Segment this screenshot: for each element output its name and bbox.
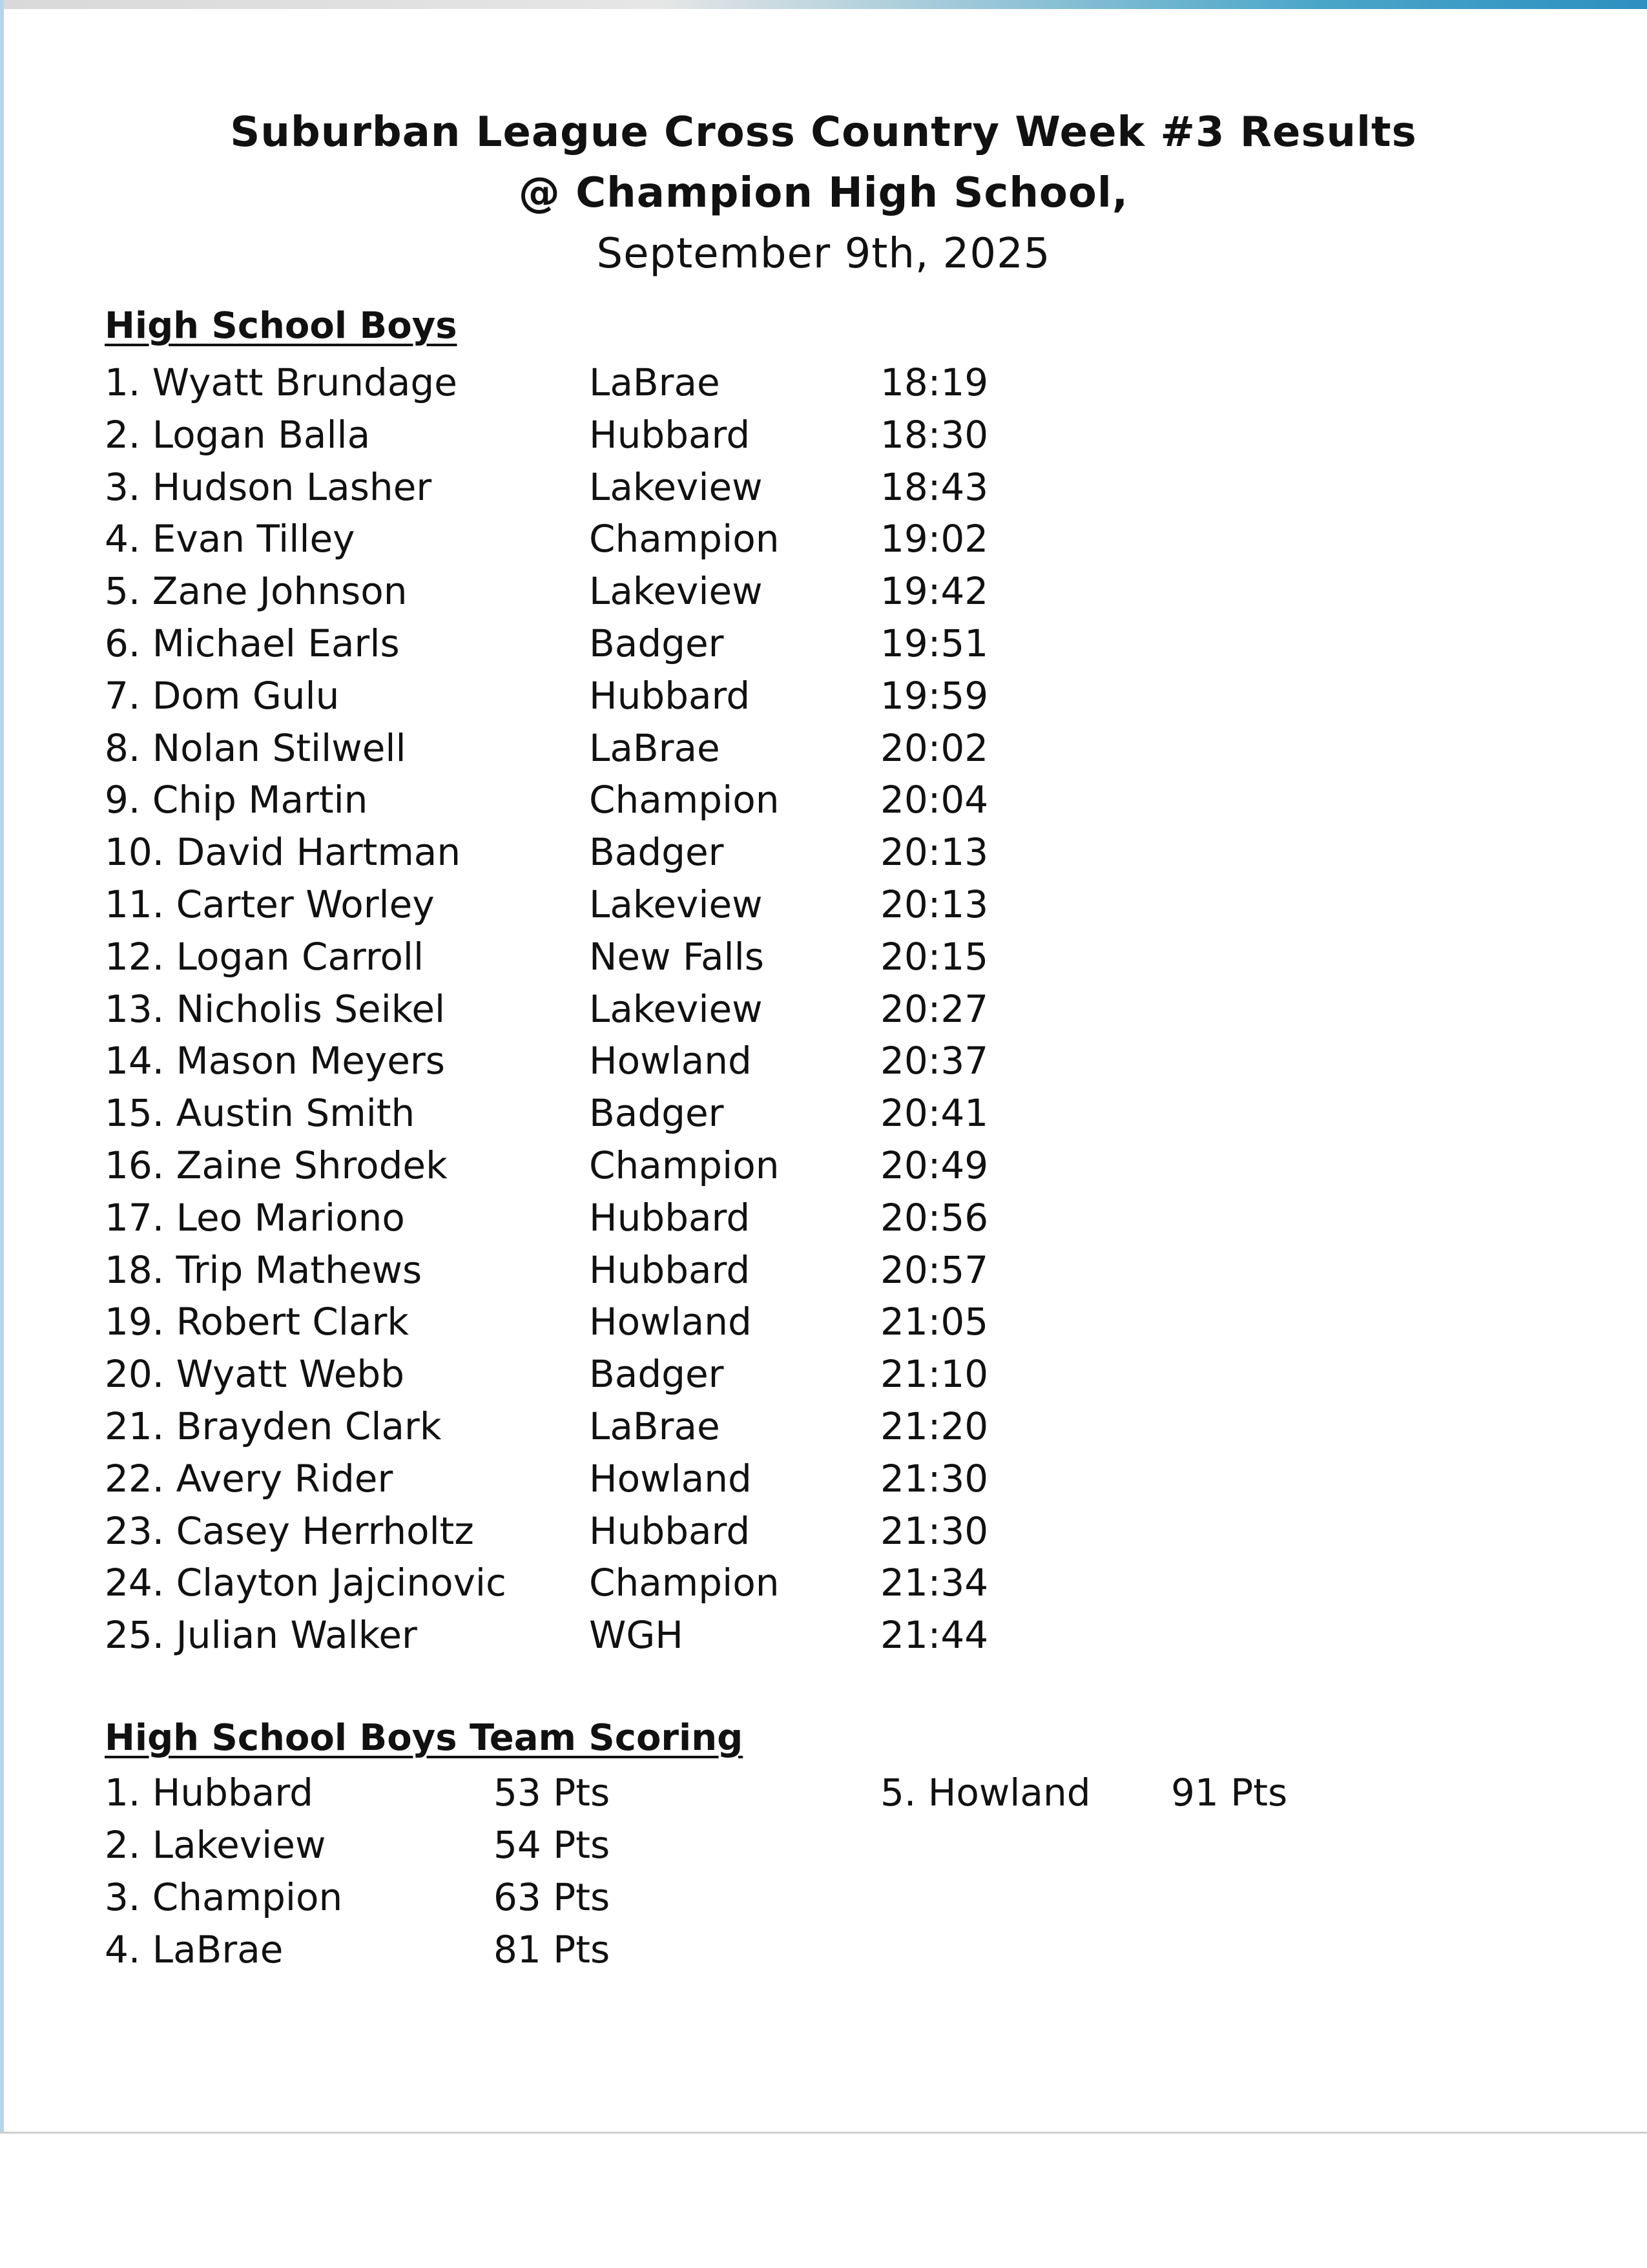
runner-name: 25. Julian Walker [105, 1613, 417, 1657]
runner-time: 19:51 [880, 621, 989, 665]
runner-name: 9. Chip Martin [105, 778, 368, 822]
runner-school: Badger [589, 830, 724, 874]
team-row [0, 1924, 1647, 1975]
runner-time: 18:30 [880, 413, 989, 457]
runner-name: 15. Austin Smith [105, 1091, 415, 1135]
meet-date: September 9th, 2025 [596, 230, 1051, 278]
result-row [0, 722, 1647, 774]
runner-school: Hubbard [589, 674, 751, 718]
team-points: 53 Pts [493, 1771, 610, 1815]
result-row [0, 1400, 1647, 1452]
runner-school: Champion [589, 778, 780, 822]
runner-school: WGH [589, 1613, 683, 1657]
runner-name: 24. Clayton Jajcinovic [105, 1561, 506, 1605]
runner-time: 20:37 [880, 1039, 989, 1083]
venue-line: @ Champion High School, [518, 169, 1129, 217]
runner-time: 20:27 [880, 987, 989, 1031]
runner-school: LaBrae [589, 360, 720, 404]
runner-name: 2. Logan Balla [105, 413, 371, 457]
runner-name: 3. Hudson Lasher [105, 465, 432, 509]
runner-time: 21:05 [880, 1300, 989, 1344]
scan-edge-top [0, 0, 1647, 9]
team-points: 63 Pts [493, 1875, 610, 1919]
runner-school: Badger [589, 621, 724, 665]
runner-name: 10. David Hartman [105, 830, 461, 874]
team-name: 4. LaBrae [105, 1928, 284, 1971]
runner-time: 19:42 [880, 569, 989, 613]
team-name: 5. Howland [880, 1771, 1091, 1815]
runner-time: 20:13 [880, 882, 989, 926]
result-row [0, 461, 1647, 513]
team-name: 2. Lakeview [105, 1823, 326, 1867]
runner-name: 5. Zane Johnson [105, 569, 408, 613]
runner-time: 21:10 [880, 1352, 989, 1396]
team-name: 3. Champion [105, 1875, 343, 1919]
result-row [0, 774, 1647, 826]
runner-time: 20:04 [880, 778, 989, 822]
runner-school: Hubbard [589, 1509, 751, 1553]
page-title: Suburban League Cross Country Week #3 Results [230, 109, 1417, 156]
runner-time: 20:57 [880, 1248, 989, 1292]
result-row [0, 1505, 1647, 1557]
result-row [0, 1609, 1647, 1661]
runner-name: 8. Nolan Stilwell [105, 726, 406, 770]
result-row [0, 409, 1647, 461]
result-row [0, 1348, 1647, 1400]
result-row [0, 565, 1647, 617]
result-row [0, 357, 1647, 408]
runner-name: 1. Wyatt Brundage [105, 360, 457, 404]
runner-name: 16. Zaine Shrodek [105, 1143, 448, 1187]
runner-time: 21:34 [880, 1561, 989, 1605]
team-points: 91 Pts [1171, 1771, 1288, 1815]
result-row [0, 670, 1647, 722]
runner-school: Lakeview [589, 465, 763, 509]
runner-school: New Falls [589, 935, 764, 979]
runner-time: 19:59 [880, 674, 989, 718]
result-row [0, 826, 1647, 878]
runner-name: 11. Carter Worley [105, 882, 435, 926]
runner-school: Hubbard [589, 1248, 751, 1292]
result-row [0, 1453, 1647, 1504]
result-row [0, 1244, 1647, 1296]
result-row [0, 1557, 1647, 1608]
runner-name: 7. Dom Gulu [105, 674, 340, 718]
runner-time: 21:30 [880, 1509, 989, 1553]
result-row [0, 513, 1647, 565]
runner-school: Badger [589, 1091, 724, 1135]
runner-school: Lakeview [589, 882, 763, 926]
team-name: 1. Hubbard [105, 1771, 313, 1815]
runner-school: Howland [589, 1457, 752, 1501]
runner-school: Howland [589, 1300, 752, 1344]
runner-school: Hubbard [589, 1196, 751, 1240]
runner-time: 20:13 [880, 830, 989, 874]
result-row [0, 1035, 1647, 1087]
team-row [0, 1767, 1647, 1818]
runner-school: Hubbard [589, 413, 751, 457]
runner-name: 21. Brayden Clark [105, 1404, 442, 1448]
result-row [0, 931, 1647, 983]
result-row [0, 1296, 1647, 1347]
individual-results-heading: High School Boys [105, 305, 457, 347]
result-row [0, 1192, 1647, 1243]
runner-school: Lakeview [589, 569, 763, 613]
runner-school: Howland [589, 1039, 752, 1083]
team-row [0, 1871, 1647, 1923]
runner-time: 18:43 [880, 465, 989, 509]
scan-page-bottom-edge [0, 2132, 1647, 2268]
team-points: 81 Pts [493, 1928, 610, 1971]
result-row [0, 879, 1647, 930]
runner-time: 19:02 [880, 517, 989, 561]
runner-name: 13. Nicholis Seikel [105, 987, 446, 1031]
runner-name: 4. Evan Tilley [105, 517, 355, 561]
runner-name: 18. Trip Mathews [105, 1248, 422, 1292]
runner-time: 20:41 [880, 1091, 989, 1135]
result-row [0, 983, 1647, 1035]
runner-school: Champion [589, 1561, 780, 1605]
runner-name: 6. Michael Earls [105, 621, 400, 665]
runner-time: 21:30 [880, 1457, 989, 1501]
runner-school: Champion [589, 517, 780, 561]
runner-time: 21:44 [880, 1613, 989, 1657]
runner-school: Champion [589, 1143, 780, 1187]
runner-time: 18:19 [880, 360, 989, 404]
runner-name: 20. Wyatt Webb [105, 1352, 405, 1396]
result-row [0, 618, 1647, 669]
runner-time: 20:56 [880, 1196, 989, 1240]
runner-name: 22. Avery Rider [105, 1457, 393, 1501]
runner-time: 20:49 [880, 1143, 989, 1187]
runner-name: 19. Robert Clark [105, 1300, 409, 1344]
result-row [0, 1087, 1647, 1139]
runner-time: 21:20 [880, 1404, 989, 1448]
runner-school: Lakeview [589, 987, 763, 1031]
runner-school: LaBrae [589, 1404, 720, 1448]
runner-school: LaBrae [589, 726, 720, 770]
runner-name: 12. Logan Carroll [105, 935, 424, 979]
runner-time: 20:02 [880, 726, 989, 770]
team-points: 54 Pts [493, 1823, 610, 1867]
runner-time: 20:15 [880, 935, 989, 979]
runner-school: Badger [589, 1352, 724, 1396]
runner-name: 23. Casey Herrholtz [105, 1509, 474, 1553]
team-scoring-heading: High School Boys Team Scoring [105, 1717, 743, 1759]
runner-name: 14. Mason Meyers [105, 1039, 445, 1083]
runner-name: 17. Leo Mariono [105, 1196, 405, 1240]
team-row [0, 1819, 1647, 1871]
result-row [0, 1139, 1647, 1191]
